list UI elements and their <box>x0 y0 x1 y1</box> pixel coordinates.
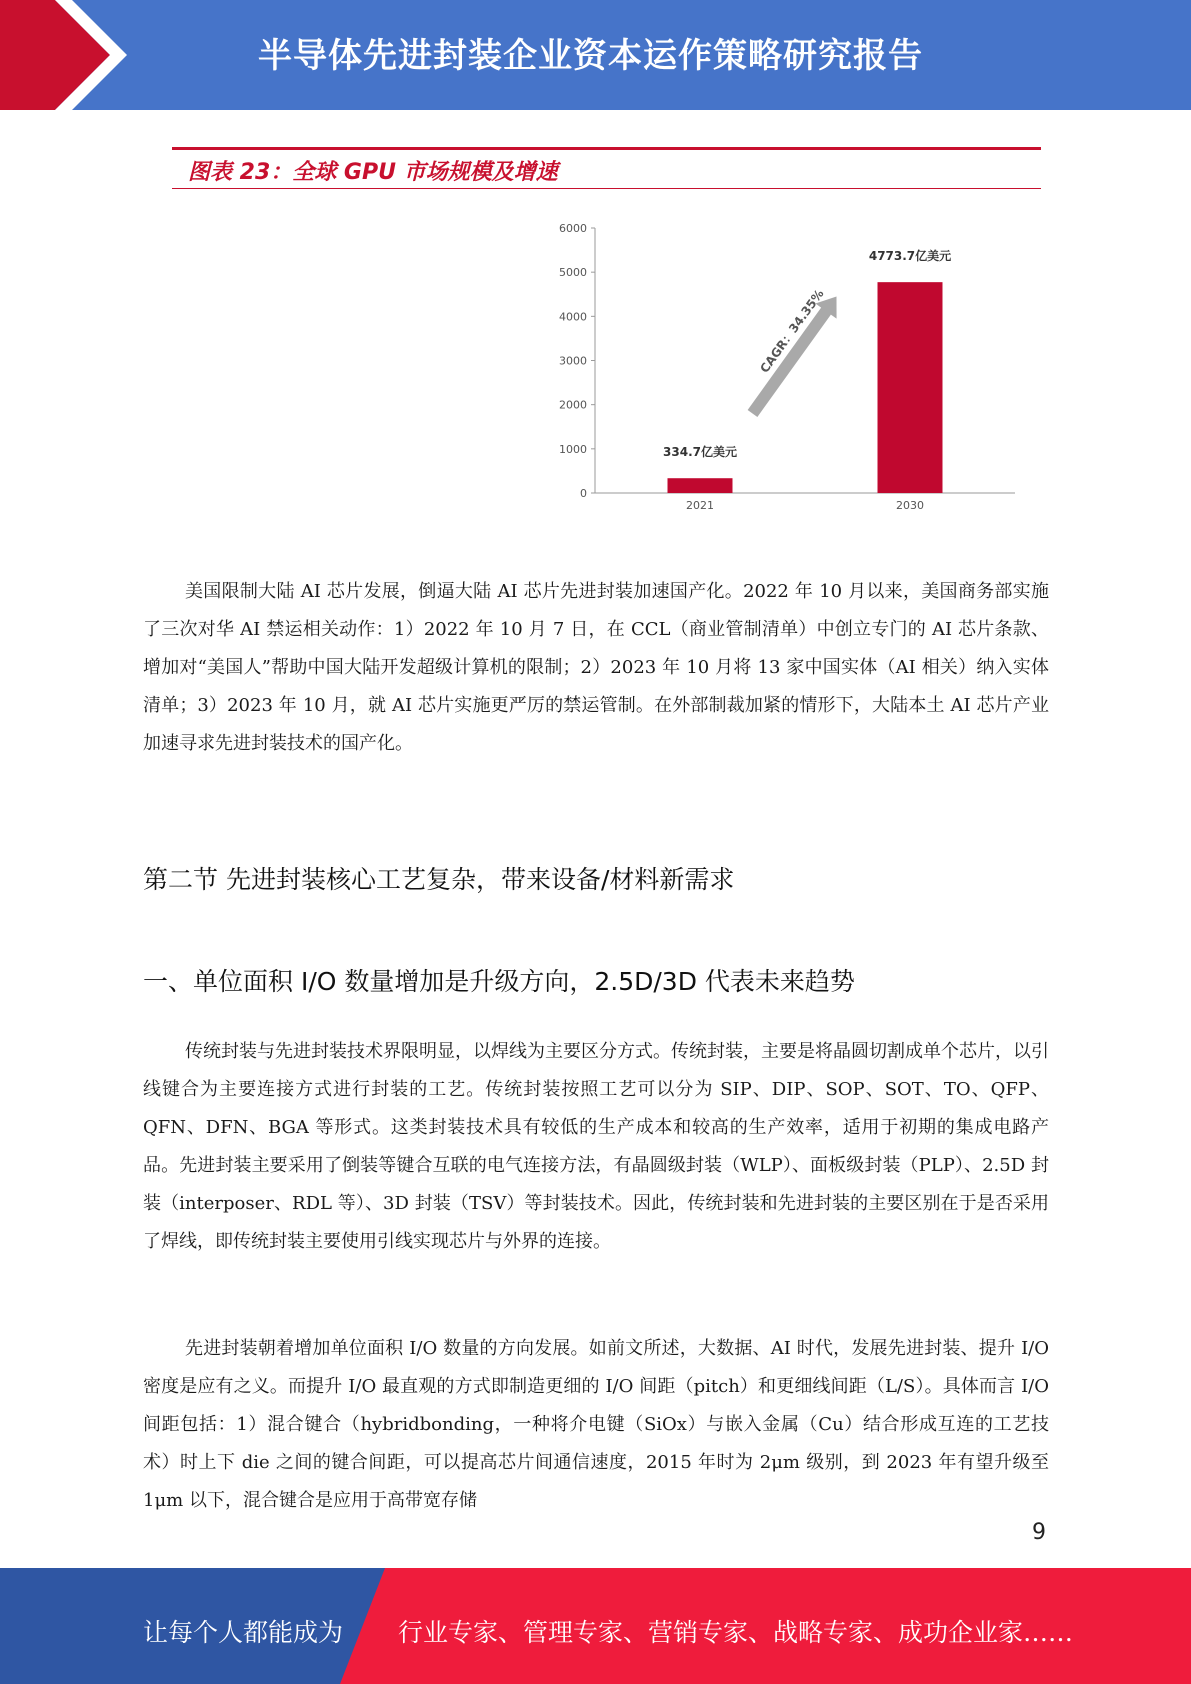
report-header <box>0 0 1191 110</box>
figure-caption: 图表 23：全球 GPU 市场规模及增速 <box>188 160 558 185</box>
x-tick-label-2030: 2030 <box>896 499 924 512</box>
y-tick-label: 0 <box>580 487 587 500</box>
report-title: 半导体先进封装企业资本运作策略研究报告 <box>258 36 923 76</box>
paragraph-ai-chip-restriction: 美国限制大陆 AI 芯片发展，倒逼大陆 AI 芯片先进封装加速国产化。2022 年 10 月以来，美国商务部实施了三次对华 AI 禁运相关动作：1）2022 年 10 月 7 日，在 CCL（商业管制清单）中创立专门的 AI 芯片条款、增加对“美国人”帮助中国大陆开发超级计算机的限制；2）2023 年 10 月将 13 家中国实体（AI 相关）纳入实体清单；3）2023 年 10 月，就 AI 芯片实施更严厉的禁运管制。在外部制裁加紧的情形下，大陆本土 AI 芯片产业加速寻求先进封装技术的国产化。 <box>143 581 1049 754</box>
cagr-annotation: CAGR：34.35% <box>757 286 827 376</box>
y-tick-label: 4000 <box>559 310 587 324</box>
cagr-arrow <box>734 283 847 421</box>
paragraph-traditional-vs-advanced: 传统封装与先进封装技术界限明显，以焊线为主要区分方式。传统封装，主要是将晶圆切割成单个芯片，以引线键合为主要连接方式进行封装的工艺。传统封装按照工艺可以分为 SIP、DIP、SOP、SOT、TO、QFP、QFN、DFN、BGA 等形式。这类封装技术具有较低的生产成本和较高的生产效率，适用于初期的集成电路产品。先进封装主要采用了倒装等键合互联的电气连接方法，有晶圆级封装（WLP）、面板级封装（PLP）、2.5D 封装（interposer、RDL 等）、3D 封装（TSV）等封装技术。因此，传统封装和先进封装的主要区别在于是否采用了焊线，即传统封装主要使用引线实现芯片与外界的连接。 <box>143 1041 1049 1252</box>
subsection-title: 一、单位面积 I/O 数量增加是升级方向，2.5D/3D 代表未来趋势 <box>143 967 855 996</box>
y-tick-label: 5000 <box>559 266 587 280</box>
y-tick-label: 2000 <box>559 398 587 412</box>
chevron-arrow-icon <box>0 0 160 110</box>
cagr-arrow-shape <box>742 286 847 421</box>
caption-top-rule <box>172 147 1041 150</box>
data-label-2030: 4773.7亿美元 <box>868 249 952 264</box>
y-tick-label: 3000 <box>559 354 587 368</box>
gpu-market-chart <box>550 215 1030 515</box>
section-title: 第二节 先进封装核心工艺复杂，带来设备/材料新需求 <box>143 865 735 894</box>
footer-slogan-right: 行业专家、管理专家、营销专家、战略专家、成功企业家…… <box>398 1618 1074 1647</box>
footer-slogan-left: 让每个人都能成为 <box>143 1618 344 1647</box>
data-label-2021: 334.7亿美元 <box>663 445 737 460</box>
bar-2030 <box>878 282 943 493</box>
x-tick-label-2021: 2021 <box>686 499 714 512</box>
paragraph-io-density: 先进封装朝着增加单位面积 I/O 数量的方向发展。如前文所述，大数据、AI 时代，发展先进封装、提升 I/O 密度是应有之义。而提升 I/O 最直观的方式即制造更细的 I/O 间距（pitch）和更细线间距（L/S）。具体而言 I/O 间距包括：1）混合键合（hybridbonding，一种将介电键（SiOx）与嵌入金属（Cu）结合形成互连的工艺技术）时上下 die 之间的键合间距，可以提高芯片间通信速度，2015 年时为 2μm 级别，到 2023 年有望升级至 1μm 以下，混合键合是应用于高带宽存储 <box>143 1338 1049 1511</box>
y-tick-label: 6000 <box>559 222 587 235</box>
bar-2021 <box>668 478 733 493</box>
y-tick-label: 1000 <box>559 442 587 456</box>
caption-bottom-rule <box>172 188 1041 189</box>
page-number: 9 <box>1032 1520 1046 1545</box>
